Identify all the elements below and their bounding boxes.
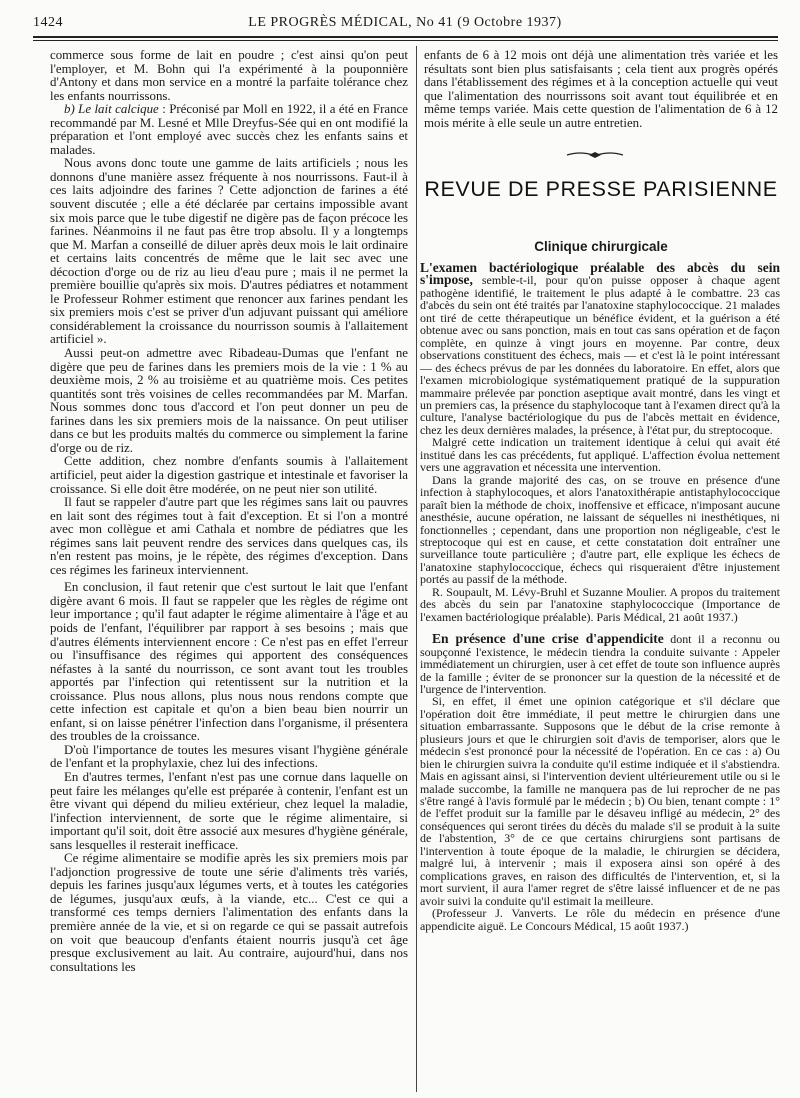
paragraph: Ce régime alimentaire se modifie après les six premiers mois par l'adjonction progressive de toute une série d'aliments très variés, depuis les farines jusqu'aux légumes verts, et à toutes les catégories de légumes, jusqu'aux œufs, à la viande, etc... C'est ce qui a transformé ces temps derniers l'alimentation des enfants dans la première année de la vie, et si on regarde ce qui se passait autrefois on voit que beaucoup d'enfants étaient nourris jusqu'à cet âge presque exclusivement au lait. Au contraire, aujourd'hui, dans nos consultations les: [50, 851, 408, 974]
left-column: [50, 49, 408, 974]
subsection-title: Clinique chirurgicale: [534, 239, 668, 254]
page-number: 1424: [33, 15, 63, 30]
paragraph-lait-calcique: [50, 103, 408, 157]
paragraph: Cette addition, chez nombre d'enfants soumis à l'allaitement artificiel, peut aider la digestion gastrique et intestinale et favoriser la croissance. Si elle doit être modérée, on ne peut nier son utilité.: [50, 454, 408, 496]
header-rule-thick: [33, 36, 778, 38]
article-appendicite: [420, 633, 780, 695]
paragraph: En d'autres termes, l'enfant n'est pas une cornue dans laquelle on peut faire les mélanges qu'elle est préparée à contenir, l'enfant est un être vivant qui dépend du milieu extérieur, chez lequel la maladie, l'infection interviennent, de sorte que le régime alimentaire, si important qu'il soit, doit être associé aux mesures d'hygiène générale, sans lesquelles il resterait inefficace.: [50, 769, 408, 852]
right-column-articles: [420, 262, 780, 932]
paragraph: Malgré cette indication un traitement identique à celui qui avait été institué dans les cas précédents, fut appliqué. L'affection évolua nettement vers une aggravation et nécessita une intervention.: [420, 435, 780, 475]
paragraph: En conclusion, il faut retenir que c'est surtout le lait que l'enfant digère avant 6 mois. Il faut se rappeler que les règles de régime ont leur importance ; qu'il faut adapter le régime alimentaire à l'âge et au poids de l'enfant, l'équilibrer par rapport à ses besoins ; mais que d'autres éléments interviennent encore : Ce n'est pas en effet l'erreur ou l'insuffisance des régimes qui apportent des conséquences néfastes à la santé du nourrisson, ce sont avant tout les troubles apportés par l'infection qui retentissent sur la nutrition et la croissance. Plus nous allons, plus nous nous rendons compte que cette infection est capitale et qu'on a bien beau bien nourrir un enfant, si on laisse pénétrer l'infection dans l'organisme, il présentera des troubles de la croissance.: [50, 580, 408, 744]
citation: R. Soupault, M. Lévy-Bruhl et Suzanne Moulier. A propos du traitement des abcès du sein par l'anatoxine staphylococcique (Importance de l'examen bactériologique préalable). Paris Médical, 21 août 1937.): [420, 584, 780, 624]
paragraph-body: : Préconisé par Moll en 1922, il a été en France recommandé par M. Lesné et Mlle Dreyfus-Sée qui en ont modifié la préparation et l'ont employé avec succès chez les enfants sains et malades.: [50, 102, 408, 157]
header-rule-thin: [33, 40, 778, 41]
paragraph: Si, en effet, il émet une opinion catégorique et s'il déclare que l'opération doit être immédiate, il peut mettre le chirurgien dans une situation embarrassante. Supposons que le début de la crise remonte à plusieurs jours et que le chirurgien soit d'avis de temporiser, alors que le médecin s'est prononcé pour la nécessité de l'opération. En ce cas : a) Ou bien le chirurgien suivra la conduite qu'il estime indiquée et il s'abstiendra. Mais en agissant ainsi, si l'intervention devient ultérieurement utile ou si le malade succombe, la famille ne manquera pas de lui reprocher de ne pas s'être rangé à l'avis formulé par le médecin ; b) Ou bien, tenant compte : 1° de l'effet produit sur la famille par le désaveu infligé au médecin, 2° des conséquences qui seront tirées du décès du malade s'il se produit à la suite de l'abstention, 3° de ce que certains chirurgiens sont partisans de l'intervention à toute époque de la maladie, le chirurgien se décidera, malgré lui, à intervenir ; mais il exposera ainsi son opéré à des complications graves, en raison des difficultés de l'intervention, et, si la mort survient, il aura l'amer regret de s'être laissé influencer et de ne pas avoir suivi la conduite qu'il estimait la meilleure.: [420, 694, 780, 908]
article-lead: En présence d'une crise d'appendicite: [432, 631, 664, 647]
paragraph: Il faut se rappeler d'autre part que les régimes sans lait ou pauvres en lait sont des régimes tout à fait d'exception. Et si l'on a montré avec mon collègue et ami Cathala et nombre de pédiatres que les régimes sans lait peuvent rendre des services dans quelques cas, ils n'en restent pas moins, je le répète, des régimes d'exception. Dans ces régimes les farineux interviennent.: [50, 495, 408, 577]
citation: (Professeur J. Vanverts. Le rôle du médecin en présence d'une appendicite aiguë. Le Concours Médical, 15 août 1937.): [420, 906, 780, 933]
paragraph: Nous avons donc toute une gamme de laits artificiels ; nous les donnons d'une manière assez fréquente à nos nourrissons. Faut-il à ces laits adjoindre des farines ? Cette adjonction de farines a été souvent discutée ; elle a été déclarée par certains impossible avant six mois parce que le tube digestif ne digère pas de façon précoce les farines. Néanmoins il ne faut pas être trop absolu. Il y a longtemps que M. Marfan a conseillé de diluer après deux mois le lait ordinaire et certains laits concentrés de même que le lait sec avec une décoction d'orge ou de riz au lieu d'eau pure ; mais il ne permet la première bouillie qu'après six mois. D'autres pédiatres et notamment le Professeur Rohmer estiment que renoncer aux farines pendant les six premiers mois c'est se priver d'un adjuvant puissant qui améliore considérablement la croissance du nourrisson soumis à l'allaitement artificiel ».: [50, 156, 408, 347]
running-head: LE PROGRÈS MÉDICAL, No 41 (9 Octobre 1937): [248, 15, 562, 30]
article-body: dont il a reconnu ou soupçonné l'existence, le médecin tiendra la conduite suivante : Appeler immédiatement un chirurgien, user à cet effet de toute son influence auprès de la famille ; éviter de se prononcer sur la question de la nécessité et de l'urgence de l'intervention.: [420, 632, 780, 696]
paragraph-lead: b) Le lait calcique: [64, 102, 159, 117]
section-title-revue: REVUE DE PRESSE PARISIENNE: [424, 177, 778, 201]
paragraph: Dans la grande majorité des cas, on se trouve en présence d'une infection à staphylocoques, et alors l'anatoxithérapie antistaphylococcique paraît bien la méthode de choix, inoffensive et efficace, n'imposant aucune anesthésie, aucune opération, ne laissant de séquelles ni inesthétiques, ni fonctionnelles ; cependant, dans une proportion non négligeable, c'est le streptocoque qui est en cause, et cette constatation doit entraîner une surveillance toute particulière ; d'autre part, elle explique les échecs de l'anatoxine staphylococcique, échecs qui risqueraient d'être injustement portés au passif de la méthode.: [420, 472, 780, 587]
column-divider: [416, 46, 417, 1092]
paragraph: D'où l'importance de toutes les mesures visant l'hygiène générale de l'enfant et la prophylaxie, chez lui des infections.: [50, 742, 408, 771]
paragraph: Aussi peut-on admettre avec Ribadeau-Dumas que l'enfant ne digère que peu de farines dans les premiers mois de la vie : 1 % au deuxième mois, 2 % au troisième et au quatrième mois. Ces petites quantités sont très voisines de celles recommandées par M. Marfan. Nous sommes donc tous d'accord et l'on peut donner un peu de farines dans les six premiers mois de la naissance. On peut utiliser dans ce but les produits maltés du commerce ou simplement la farine d'orge ou de riz.: [50, 346, 408, 455]
right-column-top: [424, 49, 778, 130]
ornament-divider: [565, 150, 625, 160]
article-lead: L'examen bactériologique préalable des abcès du sein s'impose,: [420, 260, 780, 288]
article-abces: [420, 262, 780, 436]
page-header: [33, 11, 777, 33]
paragraph: enfants de 6 à 12 mois ont déjà une alimentation très variée et les résultats sont bien plus satisfaisants ; cela tient aux progrès opérés dans l'établissement des régimes et à la conception actuelle qui veut que l'alimentation des nourrissons soit avant tout équilibrée et en même temps variée. Mais cette question de l'alimentation de 6 à 12 mois mérite à elle seule un autre entretien.: [424, 48, 778, 130]
paragraph: commerce sous forme de lait en poudre ; c'est ainsi qu'on peut l'employer, et M. Bohn qui l'a expérimenté à la pouponnière d'Antony et dans mon service en a montré la parfaite tolérance chez les enfants nourrissons.: [50, 48, 408, 103]
article-body: semble-t-il, pour qu'on puisse opposer à chaque agent pathogène identifié, le traitement le plus adapté à le combattre. 23 cas d'abcès du sein ont été traités par l'anatoxine staphylococcique. 21 malades ont tiré de cette thérapeutique un bénéfice évident, et la guérison a été obtenue avec ou sans ponction, mais en tout cas sans opération et de façon complète, en quinze à vingt jours en moyenne. Par contre, deux observations constituent des échecs, mais — et c'est là le point intéressant — des échecs prévus de par les données du laboratoire. En effet, alors que l'examen microbiologique systématiquement pratiqué de la suppuration mammaire prélevée par ponction aseptique avait montré, dans les vingt et un premiers cas, la présence du staphylocoque tant à l'examen direct qu'à la culture, l'analyse bactériologique du pus de l'abcès mettait en évidence, chez les deux dernières malades, la présence, à l'état pur, du streptocoque.: [420, 273, 780, 437]
